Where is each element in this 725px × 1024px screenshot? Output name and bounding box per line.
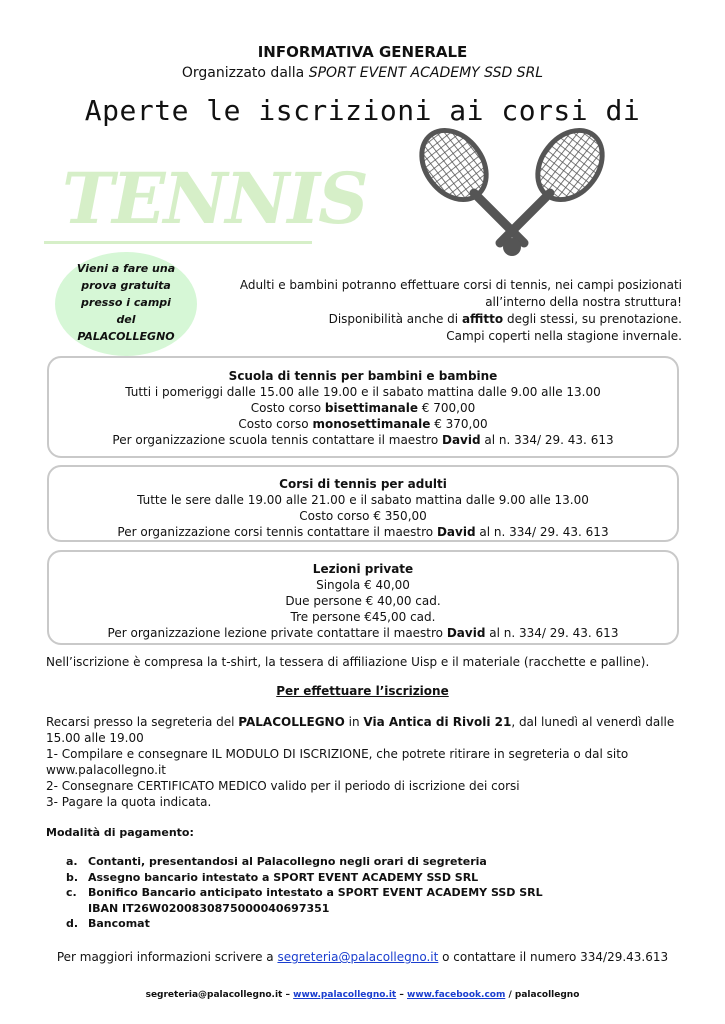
payment-method-text: Bancomat (88, 917, 150, 930)
payment-method-text: Assegno bancario intestato a SPORT EVENT ACADEMY SSD SRL (88, 870, 479, 884)
intro-bold: affitto (461, 312, 504, 326)
tennis-wordart: TENNIS (62, 157, 367, 240)
adult-course-title: Corsi di tennis per adulti (279, 477, 447, 491)
contact-text: Per organizzazione scuola tennis contattare il maestro (112, 433, 442, 447)
enrollment-steps (46, 714, 686, 810)
organizer-name: SPORT EVENT ACADEMY SSD SRL (308, 65, 544, 81)
enrollment-intro (46, 714, 686, 746)
free-trial-line: del (116, 313, 136, 326)
kids-schedule: Tutti i pomeriggi dalle 15.00 alle 19.00 e il sabato mattina dalle 9.00 alle 13.00 (125, 385, 601, 399)
enrollment-text: Recarsi presso la segreteria del (46, 715, 239, 729)
list-marker: a. (66, 855, 78, 868)
contact-phone: al n. 334/ 29. 43. 613 (480, 433, 614, 447)
list-marker: b. (66, 870, 79, 884)
cost-type: monosettimanale (312, 417, 431, 431)
contact-text: Per organizzazione lezione private contattare il maestro (107, 626, 447, 640)
organized-by-text: Organizzato dalla (181, 65, 309, 81)
venue-address: Via Antica di Rivoli 21 (363, 715, 512, 729)
enrollment-step-2: 2- Consegnare CERTIFICATO MEDICO valido per il periodo di iscrizione dei corsi (46, 779, 520, 793)
iban-line (66, 901, 543, 917)
footer (0, 990, 725, 1000)
intro-line: Adulti e bambini potranno effettuare corsi di tennis, nei campi posizionati (239, 278, 682, 292)
kids-course-box (47, 356, 679, 458)
kids-cost-weekly (49, 416, 677, 432)
payment-heading: Modalità di pagamento: (46, 826, 194, 839)
enrollment-heading: Per effettuare l’iscrizione (276, 684, 449, 698)
adult-cost: Costo corso € 350,00 (299, 509, 427, 523)
included-items-note: Nell’iscrizione è compresa la t-shirt, la tessera di affiliazione Uisp e il materiale (racchette e palline). (46, 655, 650, 669)
payment-method-text: Contanti, presentandosi al Palacollegno negli orari di segreteria (88, 855, 487, 868)
private-contact (49, 625, 677, 641)
private-two-price: Due persone € 40,00 cad. (285, 594, 441, 608)
intro-line (222, 311, 682, 328)
enrollment-step-3: 3- Pagare la quota indicata. (46, 795, 212, 809)
contact-text: Per organizzazione corsi tennis contattare il maestro (117, 525, 437, 539)
tennis-underline (44, 241, 312, 244)
more-info-line (0, 950, 725, 964)
instructor-name: David (436, 525, 476, 539)
adult-schedule: Tutte le sere dalle 19.00 alle 21.00 e il sabato mattina dalle 9.00 alle 13.00 (137, 493, 589, 507)
instructor-name: David (441, 433, 481, 447)
cost-type: bisettimanale (324, 401, 418, 415)
document-title: INFORMATIVA GENERALE (257, 43, 468, 61)
adult-contact (49, 524, 677, 540)
kids-course-title: Scuola di tennis per bambini e bambine (228, 369, 498, 383)
list-marker: c. (66, 886, 77, 899)
intro-line: Campi coperti nella stagione invernale. (446, 329, 682, 343)
enrollment-text: in (344, 715, 364, 729)
free-trial-text (55, 260, 197, 345)
instructor-name: David (446, 626, 486, 640)
payment-method (66, 916, 543, 932)
footer-email: segreteria@palacollegno.it (145, 990, 283, 1000)
crossed-tennis-rackets-icon (412, 125, 612, 265)
private-lessons-box (47, 550, 679, 645)
kids-contact (49, 432, 677, 448)
cost-label: Costo corso (238, 417, 313, 431)
free-trial-line: Vieni a fare una (76, 262, 176, 275)
contact-phone: al n. 334/ 29. 43. 613 (485, 626, 619, 640)
private-three-price: Tre persone €45,00 cad. (290, 610, 436, 624)
free-trial-line: presso i campi (81, 296, 171, 309)
iban-text: IBAN IT26W0200830875000040697351 (88, 901, 330, 915)
website-link[interactable]: www.palacollegno.it (293, 990, 397, 1000)
private-single-price: Singola € 40,00 (316, 578, 410, 592)
facebook-handle: / palacollegno (505, 990, 580, 1000)
list-marker: d. (66, 917, 79, 930)
office-hours: , dal lunedì al venerdì dalle 15.00 alle 19.00 (46, 715, 675, 745)
footer-separator: – (282, 990, 294, 1000)
headline: Aperte le iscrizioni ai corsi di (84, 94, 641, 127)
free-trial-line: PALACOLLEGNO (77, 330, 175, 343)
payment-method (66, 870, 543, 886)
cost-value: € 700,00 (417, 401, 476, 415)
kids-cost-biweekly (49, 400, 677, 416)
more-info-phone: o contattare il numero 334/29.43.613 (438, 950, 669, 964)
organizer-line (0, 65, 725, 81)
payment-method (66, 885, 543, 901)
contact-phone: al n. 334/ 29. 43. 613 (475, 525, 609, 539)
enrollment-step-1: 1- Compilare e consegnare IL MODULO DI ISCRIZIONE, che potrete ritirare in segreteria o dal sito www.palacollegno.it (46, 747, 629, 777)
facebook-link[interactable]: www.facebook.com (407, 990, 506, 1000)
footer-separator: – (396, 990, 408, 1000)
venue-name: PALACOLLEGNO (238, 715, 345, 729)
payment-methods-list (66, 854, 543, 932)
intro-paragraph (222, 277, 682, 345)
free-trial-line: prova gratuita (81, 279, 171, 292)
adult-course-box (47, 465, 679, 542)
more-info-text: Per maggiori informazioni scrivere a (56, 950, 278, 964)
private-lessons-title: Lezioni private (312, 562, 414, 576)
cost-label: Costo corso (250, 401, 325, 415)
intro-text: degli stessi, su prenotazione. (503, 312, 682, 326)
payment-method-text: Bonifico Bancario anticipato intestato a SPORT EVENT ACADEMY SSD SRL (88, 886, 543, 899)
intro-text: Disponibilità anche di (328, 312, 462, 326)
email-link[interactable]: segreteria@palacollegno.it (277, 950, 439, 964)
intro-line: all’interno della nostra struttura! (485, 295, 682, 309)
payment-method (66, 854, 543, 870)
cost-value: € 370,00 (430, 417, 488, 431)
